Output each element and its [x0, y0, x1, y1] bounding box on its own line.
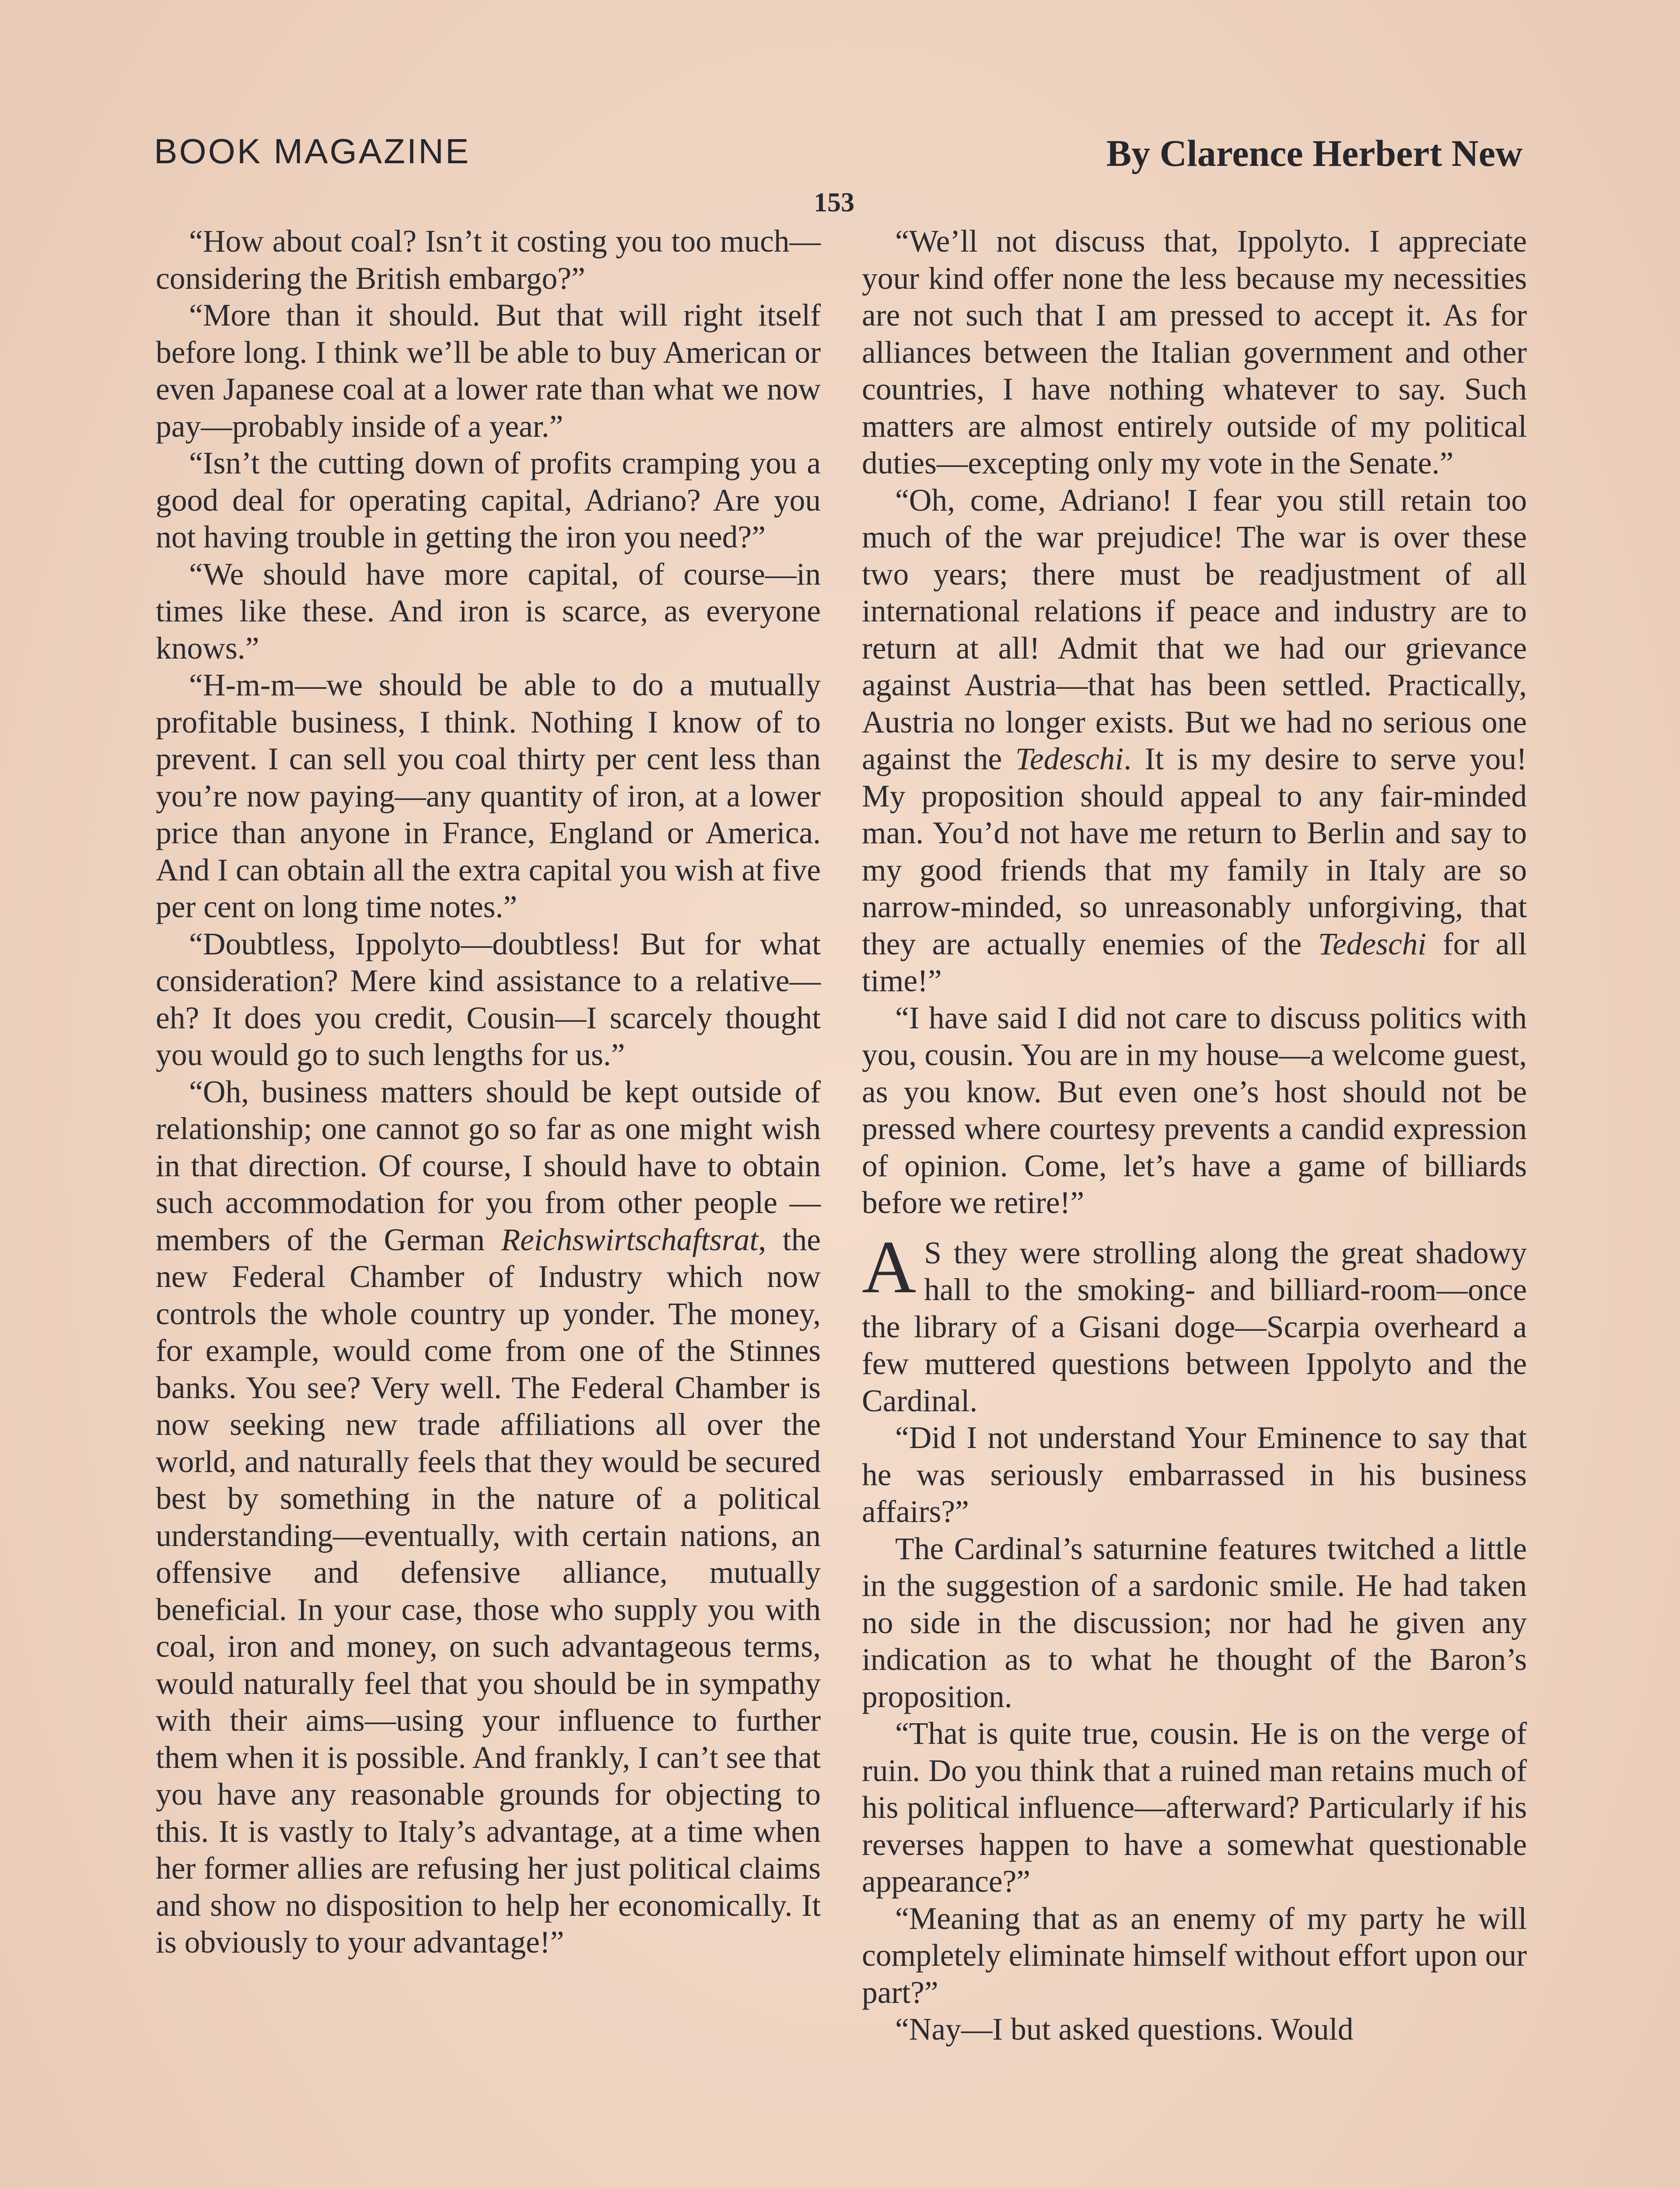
running-head-author: By Clarence Herbert New — [1106, 132, 1522, 174]
page-number: 153 — [814, 188, 854, 217]
running-head-magazine-title: BOOK MAGAZINE — [154, 132, 471, 171]
paragraph: “Doubtless, Ippolyto—doubtless! But for what consideration? Mere kind assistance to a relative—eh? It does you credit, Cousin—I scarcely thought you would go to such lengths for us.” — [156, 926, 821, 1072]
paragraph: “I have said I did not care to discuss politics with you, cousin. You are in my house—a welcome guest, as you know. But even one’s host should not be pressed where courtesy prevents a candid expression of opinion. Come, let’s have a game of billiards before we retire!” — [862, 1000, 1527, 1220]
paragraph: “We’ll not discuss that, Ippolyto. I appreciate your kind offer none the less because my necessities are not such that I am pressed to accept it. As for alliances between the Italian government and other countries, I have nothing whatever to say. Such matters are almost entirely outside of my political duties—excepting only my vote in the Senate.” — [862, 224, 1527, 480]
paragraph: “H-m-m—we should be able to do a mutually profitable business, I think. Nothing I know of to prevent. I can sell you coal thirty per cent less than you’re now paying—any quantity of iron, at a lower price than anyone in France, England or America. And I can obtain all the extra capital you wish at five per cent on long time notes.” — [156, 668, 821, 924]
paragraph: “Isn’t the cutting down of profits cramping you a good deal for operating capital, Adriano? Are you not having trouble in getting the iron you need?” — [156, 446, 821, 554]
paragraph: “Did I not understand Your Eminence to say that he was seriously embarrassed in his business affairs?” — [862, 1420, 1527, 1529]
paragraph: “Oh, business matters should be kept outside of relationship; one cannot go so far as one might wish in that direction. Of course, I should have to obtain such accommodation for you from other people —members of the German Reichswirtschaftsrat, the new Federal Chamber of Industry which now controls the whole country up yonder. The money, for example, would come from one of the Stinnes banks. You see? Very well. The Federal Chamber is now seeking new trade affiliations all over the world, and naturally feels that they would be secured best by something in the nature of a political understanding—eventually, with certain nations, an offensive and defensive alliance, mutually beneficial. In your case, those who supply you with coal, iron and money, on such advantageous terms, would naturally feel that you should be in sympathy with their aims—using your influence to further them when it is possible. And frankly, I can’t see that you have any reasonable grounds for objecting to this. It is vastly to Italy’s advantage, at a time when her former allies are refusing her just political claims and show no disposition to help her economically. It is obviously to your advantage!” — [156, 1074, 821, 1960]
paragraph: The Cardinal’s saturnine features twitched a little in the suggestion of a sardonic smile. He had taken no side in the discussion; nor had he given any indication as to what he thought of the Baron’s proposition. — [862, 1531, 1527, 1714]
text-column-left — [156, 223, 821, 1961]
paragraph: “We should have more capital, of course—in times like these. And iron is scarce, as everyone knows.” — [156, 557, 821, 666]
text-column-right — [862, 223, 1527, 2048]
paragraph: “Oh, come, Adriano! I fear you still retain too much of the war prejudice! The war is over these two years; there must be readjustment of all international relations if peace and industry are to return at all! Admit that we had our grievance against Austria—that has been settled. Practically, Austria no longer exists. But we had no serious one against the Tedeschi. It is my desire to serve you! My proposition should appeal to any fair-minded man. You’d not have me return to Berlin and say to my good friends that my family in Italy are so narrow-minded, so unreasonably unforgiving, that they are actually enemies of the Tedeschi for all time!” — [862, 483, 1527, 998]
paragraph: “More than it should. But that will right itself before long. I think we’ll be able to buy American or even Japanese coal at a lower rate than what we now pay—probably inside of a year.” — [156, 298, 821, 444]
paragraph: “Meaning that as an enemy of my party he will completely eliminate himself without effort upon our part?” — [862, 1901, 1527, 2010]
drop-cap: A — [862, 1225, 917, 1309]
section-opening-text: S they were strolling along the great shadowy hall to the smoking- and billiard-room—once the library of a Gisani doge—Scarpia overheard a few muttered questions between Ippolyto and the Cardinal. — [862, 1235, 1527, 1418]
section-opening-paragraph — [862, 1225, 1527, 1420]
paragraph: “Nay—I but asked questions. Would — [895, 2012, 1354, 2047]
paragraph: “How about coal? Isn’t it costing you too much—considering the British embargo?” — [156, 224, 821, 296]
paragraph: “That is quite true, cousin. He is on the verge of ruin. Do you think that a ruined man retains much of his political influence—afterward? Particularly if his reverses happen to have a somewhat questionable appearance?” — [862, 1716, 1527, 1899]
